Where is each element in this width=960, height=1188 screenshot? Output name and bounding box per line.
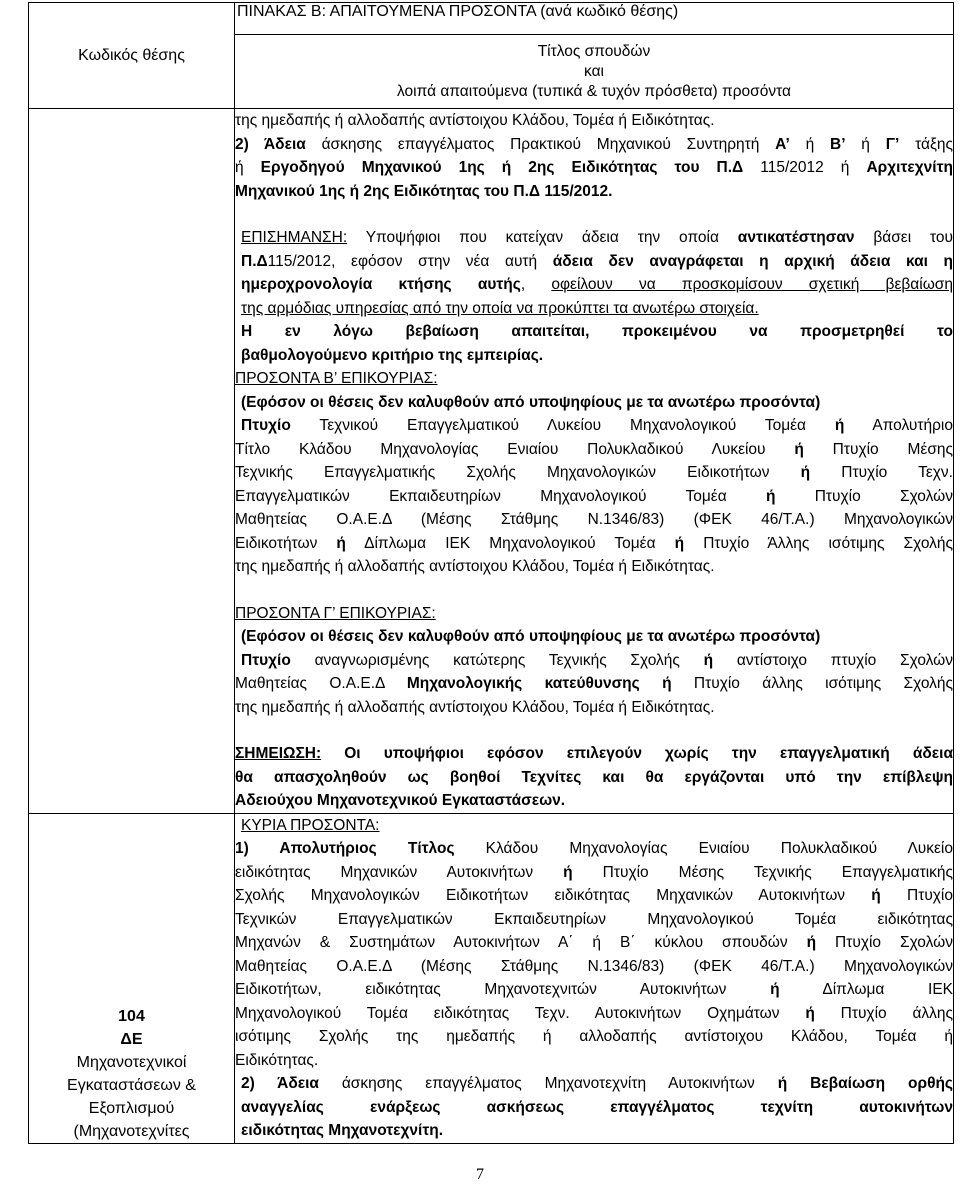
notice-line4: της αρμόδιας υπηρεσίας από την οποία να προκύπτει τα ανωτέρω στοιχεία. [241,299,759,317]
secB-line4: Επαγγελματικών Εκπαιδευτηρίων Μηχανολογικού Τομέα ή Πτυχίο Σχολών [235,487,953,505]
page-number: 7 [476,1166,484,1183]
secC-condition: (Εφόσον οι θέσεις δεν καλυφθούν από υποψηφίους με τα ανωτέρω προσόντα) [241,628,821,645]
block1-line3: ή Εργοδηγού Μηχανικού 1ης ή 2ης Ειδικότητας του Π.Δ 115/2012 ή Αρχιτεχνίτη [235,159,953,176]
main-line7: Ειδικοτήτων, ειδικότητας Μηχανοτεχνιτών Αυτοκινήτων ή Δίπλωμα ΙΕΚ [235,981,954,998]
main-line11: 2) Άδεια άσκησης επαγγέλματος Μηχανοτεχνίτη Αυτοκινήτων ή Βεβαίωση ορθής [241,1075,953,1092]
main-heading: ΚΥΡΙΑ ΠΡΟΣΟΝΤΑ: [241,816,380,834]
secB-heading: ΠΡΟΣΟΝΤΑ Β’ ΕΠΙΚΟΥΡΙΑΣ: [235,370,438,387]
block1-line4: Μηχανικού 1ης ή 2ης Ειδικότητας του Π.Δ 115/2012. [235,182,613,200]
empty-code-cell [29,109,235,814]
main-line3: Σχολής Μηχανολογικών Ειδικοτήτων ειδικότητας Μηχανικών Αυτοκινήτων ή Πτυχίο [235,887,953,904]
secB-line2: Τίτλο Κλάδου Μηχανολογίας Ενιαίου Πολυκλαδικού Λυκείου ή Πτυχίο Μέσης [235,440,953,458]
note-line1: ΣΗΜΕΙΩΣΗ: Οι υποψήφιοι εφόσον επιλεγούν χωρίς την επαγγελματική άδεια [235,745,953,762]
requirements-table [28,2,954,1144]
title-header-line3: λοιπά απαιτούμενα (τυπικά & τυχόν πρόσθετα) προσόντα [397,82,791,100]
code-name-line2: Εγκαταστάσεων & [67,1076,196,1094]
code-number: 104 [118,1007,145,1025]
main-line12: αναγγελίας ενάρξεως ασκήσεως επαγγέλματος τεχνίτη αυτοκινήτων [241,1098,953,1116]
title-header-line1: Τίτλος σπουδών [537,42,651,60]
secB-line1: Πτυχίο Τεχνικού Επαγγελματικού Λυκείου Μηχανολογικού Τομέα ή Απολυτήριο [241,417,953,434]
block1-line1: της ημεδαπής ή αλλοδαπής αντίστοιχου Κλάδου, Τομέα ή Ειδικότητας. [235,112,715,129]
main-line9: ισότιμης Σχολής της ημεδαπής ή αλλοδαπής αντίστοιχου Κλάδου, Τομέα ή [235,1028,953,1045]
main-line6: Μαθητείας Ο.Α.Ε.Δ (Μέσης Στάθμης Ν.1346/83) (ΦΕΚ 46/Τ.Α.) Μηχανολογικών [235,957,953,975]
main-line4: Τεχνικών Επαγγελματικών Εκπαιδευτηρίων Μηχανολογικού Τομέα ειδικότητας [235,910,953,928]
main-line8: Μηχανολογικού Τομέα ειδικότητας Τεχν. Αυτοκινήτων Οχημάτων ή Πτυχίο άλλης [235,1004,953,1022]
notice-line5: Η εν λόγω βεβαίωση απαιτείται, προκειμένου να προσμετρηθεί το [241,323,953,340]
code-name-line1: Μηχανοτεχνικοί [76,1053,187,1071]
secB-condition: (Εφόσον οι θέσεις δεν καλυφθούν από υποψηφίους με τα ανωτέρω προσόντα) [241,393,821,411]
code-column-header-text: Κωδικός θέσης [78,46,185,64]
main-line5: Μηχανών & Συστημάτων Αυτοκινήτων Α΄ ή Β΄ κύκλου σπουδών ή Πτυχίο Σχολών [235,934,953,951]
code-column-header [29,3,235,109]
title-header-line2: και [584,62,604,80]
secB-line7: της ημεδαπής ή αλλοδαπής αντίστοιχου Κλάδου, Τομέα ή Ειδικότητας. [235,558,715,575]
notice-block [235,226,953,367]
table-title [235,3,954,35]
main-line13: ειδικότητας Μηχανοτεχνίτη. [241,1122,444,1139]
notice-line3: ημεροχρονολογία κτήσης αυτής, οφείλουν να προσκομίσουν σχετική βεβαίωση [241,276,953,293]
secB-line5: Μαθητείας Ο.Α.Ε.Δ (Μέσης Στάθμης Ν.1346/83) (ΦΕΚ 46/Τ.Α.) Μηχανολογικών [235,511,953,528]
note-line3: Αδειούχου Μηχανοτεχνικού Εγκαταστάσεων. [235,792,566,809]
previous-position-requirements [235,109,954,814]
code-name-line4: (Μηχανοτεχνίτες [73,1122,190,1140]
secB-line6: Ειδικοτήτων ή Δίπλωμα ΙΕΚ Μηχανολογικού Τομέα ή Πτυχίο Άλλης ισότιμης Σχολής [235,534,954,552]
secC-heading: ΠΡΟΣΟΝΤΑ Γ’ ΕΠΙΚΟΥΡΙΑΣ: [235,604,436,622]
notice-line6: βαθμολογούμενο κριτήριο της εμπειρίας. [241,346,544,364]
secC-line2: Μαθητείας Ο.Α.Ε.Δ Μηχανολογικής κατεύθυνσης ή Πτυχίο άλλης ισότιμης Σχολής [235,675,953,692]
table-title-text: ΠΙΝΑΚΑΣ Β: ΑΠΑΙΤΟΥΜΕΝΑ ΠΡΟΣΟΝΤΑ (ανά κωδικό θέσης) [237,3,679,20]
code-level: ΔΕ [120,1030,143,1048]
notice-line1: ΕΠΙΣΗΜΑΝΣΗ: Υποψήφιοι που κατείχαν άδεια την οποία αντικατέστησαν βάσει του [241,229,953,246]
main-line10: Ειδικότητας. [235,1051,319,1069]
note-line2: θα απασχοληθούν ως βοηθοί Τεχνίτες και θα εργάζονται υπό την επίβλεψη [235,768,953,786]
notice-line2: Π.Δ115/2012, εφόσον στην νέα αυτή άδεια δεν αναγράφεται η αρχική άδεια και η [241,252,953,270]
code-name-line3: Εξοπλισμού [88,1099,175,1117]
secC-line1: Πτυχίο αναγνωρισμένης κατώτερης Τεχνικής Σχολής ή αντίστοιχο πτυχίο Σχολών [241,651,954,669]
block1-line2: 2) Άδεια άσκησης επαγγέλματος Πρακτικού Μηχανικού Συντηρητή Α’ ή Β’ ή Γ’ τάξης [235,135,954,153]
main-line2: ειδικότητας Μηχανικών Αυτοκινήτων ή Πτυχίο Μέσης Τεχνικής Επαγγελματικής [235,863,953,881]
title-column-header [235,35,954,109]
main-qualifications [235,813,954,1143]
position-code-104 [29,813,235,1143]
secC-line3: της ημεδαπής ή αλλοδαπής αντίστοιχου Κλάδου, Τομέα ή Ειδικότητας. [235,698,715,716]
secB-line3: Τεχνικής Επαγγελματικής Σχολής Μηχανολογικών Ειδικοτήτων ή Πτυχίο Τεχν. [235,464,953,481]
main-line1: 1) Απολυτήριος Τίτλος Κλάδου Μηχανολογίας Ενιαίου Πολυκλαδικού Λυκείο [235,840,953,857]
